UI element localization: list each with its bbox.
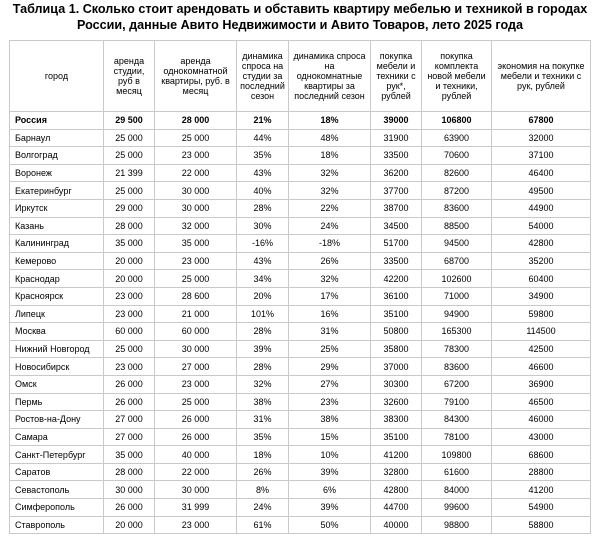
cell-studio-rent: 26 000 (104, 375, 155, 393)
cell-new-furniture: 87200 (422, 182, 492, 200)
cell-new-furniture: 84000 (422, 481, 492, 499)
cell-savings: 41200 (492, 481, 591, 499)
cell-savings: 54000 (492, 217, 591, 235)
cell-new-furniture: 82600 (422, 164, 492, 182)
cell-savings: 54900 (492, 499, 591, 517)
cell-city: Москва (10, 323, 104, 341)
cell-city: Севастополь (10, 481, 104, 499)
cell-one-room-demand: -18% (289, 235, 371, 253)
cell-one-room-rent: 40 000 (155, 446, 237, 464)
header-studio-demand: динамика спроса на студии за последний сезон (237, 41, 289, 112)
cell-one-room-rent: 26 000 (155, 411, 237, 429)
cell-used-furniture: 51700 (371, 235, 422, 253)
cell-city: Иркутск (10, 199, 104, 217)
cell-used-furniture: 39000 (371, 112, 422, 130)
cell-studio-demand: 43% (237, 252, 289, 270)
cell-one-room-demand: 24% (289, 217, 371, 235)
cell-new-furniture: 70600 (422, 147, 492, 165)
cell-one-room-demand: 22% (289, 199, 371, 217)
table-row (10, 393, 591, 411)
cell-one-room-demand: 27% (289, 375, 371, 393)
cell-studio-demand: 39% (237, 340, 289, 358)
cell-studio-rent: 35 000 (104, 446, 155, 464)
cell-studio-demand: 61% (237, 516, 289, 534)
table-row (10, 270, 591, 288)
cell-new-furniture: 84300 (422, 411, 492, 429)
cell-savings: 46400 (492, 164, 591, 182)
cell-city: Россия (10, 112, 104, 130)
cell-one-room-rent: 23 000 (155, 375, 237, 393)
cell-studio-demand: 8% (237, 481, 289, 499)
cell-new-furniture: 71000 (422, 287, 492, 305)
cell-city: Симферополь (10, 499, 104, 517)
cell-studio-rent: 21 399 (104, 164, 155, 182)
table-row (10, 411, 591, 429)
cell-used-furniture: 35100 (371, 305, 422, 323)
table-row (10, 112, 591, 130)
cell-one-room-rent: 30 000 (155, 182, 237, 200)
table-row (10, 182, 591, 200)
cell-savings: 49500 (492, 182, 591, 200)
cell-one-room-rent: 30 000 (155, 481, 237, 499)
cell-studio-rent: 25 000 (104, 182, 155, 200)
cell-city: Ростов-на-Дону (10, 411, 104, 429)
cell-studio-rent: 25 000 (104, 147, 155, 165)
cell-one-room-rent: 60 000 (155, 323, 237, 341)
cell-studio-demand: 30% (237, 217, 289, 235)
cell-one-room-rent: 35 000 (155, 235, 237, 253)
cell-used-furniture: 30300 (371, 375, 422, 393)
cell-studio-rent: 30 000 (104, 481, 155, 499)
cell-used-furniture: 38700 (371, 199, 422, 217)
cell-studio-demand: 24% (237, 499, 289, 517)
cell-one-room-demand: 29% (289, 358, 371, 376)
header-savings: экономия на покупке мебели и техники с рук, рублей (492, 41, 591, 112)
header-new-furniture: покупка комплекта новой мебели и техники, рублей (422, 41, 492, 112)
cell-studio-rent: 60 000 (104, 323, 155, 341)
table-row (10, 428, 591, 446)
cell-new-furniture: 109800 (422, 446, 492, 464)
cell-one-room-demand: 39% (289, 463, 371, 481)
cell-studio-rent: 29 000 (104, 199, 155, 217)
cell-studio-demand: 35% (237, 428, 289, 446)
cell-city: Казань (10, 217, 104, 235)
cell-studio-rent: 27 000 (104, 411, 155, 429)
cell-savings: 36900 (492, 375, 591, 393)
cell-studio-demand: 101% (237, 305, 289, 323)
table-row (10, 217, 591, 235)
cell-studio-rent: 25 000 (104, 340, 155, 358)
cell-studio-rent: 23 000 (104, 287, 155, 305)
cell-studio-rent: 25 000 (104, 129, 155, 147)
table-row (10, 287, 591, 305)
cell-new-furniture: 99600 (422, 499, 492, 517)
cell-new-furniture: 102600 (422, 270, 492, 288)
cell-studio-rent: 28 000 (104, 463, 155, 481)
cell-savings: 32000 (492, 129, 591, 147)
cell-studio-demand: 26% (237, 463, 289, 481)
table-row (10, 463, 591, 481)
cell-studio-demand: 40% (237, 182, 289, 200)
cell-city: Новосибирск (10, 358, 104, 376)
cell-used-furniture: 33500 (371, 252, 422, 270)
cell-new-furniture: 61600 (422, 463, 492, 481)
cell-one-room-demand: 18% (289, 112, 371, 130)
cell-used-furniture: 33500 (371, 147, 422, 165)
data-table (9, 40, 591, 534)
cell-one-room-rent: 30 000 (155, 340, 237, 358)
table-row (10, 340, 591, 358)
cell-studio-demand: 34% (237, 270, 289, 288)
cell-one-room-demand: 32% (289, 270, 371, 288)
cell-studio-demand: 31% (237, 411, 289, 429)
cell-one-room-rent: 23 000 (155, 252, 237, 270)
cell-one-room-demand: 32% (289, 182, 371, 200)
cell-used-furniture: 32600 (371, 393, 422, 411)
header-row (10, 41, 591, 112)
cell-studio-rent: 20 000 (104, 516, 155, 534)
table-row (10, 129, 591, 147)
table-row (10, 358, 591, 376)
cell-new-furniture: 94900 (422, 305, 492, 323)
cell-studio-rent: 23 000 (104, 305, 155, 323)
cell-one-room-rent: 26 000 (155, 428, 237, 446)
cell-savings: 58800 (492, 516, 591, 534)
cell-city: Барнаул (10, 129, 104, 147)
cell-used-furniture: 44700 (371, 499, 422, 517)
cell-studio-rent: 26 000 (104, 393, 155, 411)
header-one-room-demand: динамика спроса на однокомнатные квартиры за последний сезон (289, 41, 371, 112)
cell-one-room-rent: 30 000 (155, 199, 237, 217)
cell-city: Красноярск (10, 287, 104, 305)
cell-one-room-rent: 27 000 (155, 358, 237, 376)
cell-one-room-demand: 50% (289, 516, 371, 534)
cell-one-room-rent: 23 000 (155, 147, 237, 165)
cell-savings: 46000 (492, 411, 591, 429)
cell-used-furniture: 32800 (371, 463, 422, 481)
cell-savings: 46500 (492, 393, 591, 411)
cell-city: Самара (10, 428, 104, 446)
cell-one-room-rent: 28 000 (155, 112, 237, 130)
cell-one-room-demand: 10% (289, 446, 371, 464)
cell-city: Саратов (10, 463, 104, 481)
cell-used-furniture: 40000 (371, 516, 422, 534)
cell-studio-rent: 23 000 (104, 358, 155, 376)
cell-new-furniture: 165300 (422, 323, 492, 341)
title-line-1: Таблица 1. Сколько стоит арендовать и обставить квартиру мебелью и техникой в городах (12, 2, 588, 16)
cell-one-room-demand: 15% (289, 428, 371, 446)
cell-savings: 34900 (492, 287, 591, 305)
cell-used-furniture: 42800 (371, 481, 422, 499)
cell-new-furniture: 88500 (422, 217, 492, 235)
cell-studio-rent: 35 000 (104, 235, 155, 253)
cell-one-room-rent: 23 000 (155, 516, 237, 534)
cell-savings: 28800 (492, 463, 591, 481)
cell-used-furniture: 35100 (371, 428, 422, 446)
cell-new-furniture: 78300 (422, 340, 492, 358)
cell-studio-demand: 44% (237, 129, 289, 147)
cell-one-room-demand: 23% (289, 393, 371, 411)
cell-one-room-demand: 39% (289, 499, 371, 517)
cell-used-furniture: 35800 (371, 340, 422, 358)
cell-used-furniture: 42200 (371, 270, 422, 288)
cell-city: Екатеринбург (10, 182, 104, 200)
cell-savings: 68600 (492, 446, 591, 464)
cell-studio-demand: 38% (237, 393, 289, 411)
cell-city: Волгоград (10, 147, 104, 165)
cell-used-furniture: 38300 (371, 411, 422, 429)
title-line-2: России, данные Авито Недвижимости и Авито Товаров, лето 2025 года (77, 18, 523, 32)
cell-used-furniture: 34500 (371, 217, 422, 235)
cell-one-room-demand: 38% (289, 411, 371, 429)
cell-used-furniture: 36200 (371, 164, 422, 182)
cell-new-furniture: 83600 (422, 358, 492, 376)
cell-one-room-rent: 32 000 (155, 217, 237, 235)
cell-city: Санкт-Петербург (10, 446, 104, 464)
cell-one-room-demand: 32% (289, 164, 371, 182)
cell-city: Липецк (10, 305, 104, 323)
cell-one-room-demand: 31% (289, 323, 371, 341)
header-city: город (10, 41, 104, 112)
cell-city: Нижний Новгород (10, 340, 104, 358)
cell-one-room-rent: 25 000 (155, 393, 237, 411)
table-row (10, 446, 591, 464)
cell-one-room-rent: 25 000 (155, 129, 237, 147)
cell-used-furniture: 50800 (371, 323, 422, 341)
cell-studio-demand: 28% (237, 199, 289, 217)
cell-new-furniture: 94500 (422, 235, 492, 253)
cell-studio-demand: 20% (237, 287, 289, 305)
cell-savings: 67800 (492, 112, 591, 130)
cell-studio-demand: 18% (237, 446, 289, 464)
cell-savings: 35200 (492, 252, 591, 270)
cell-one-room-demand: 17% (289, 287, 371, 305)
cell-new-furniture: 67200 (422, 375, 492, 393)
cell-new-furniture: 68700 (422, 252, 492, 270)
header-used-furniture: покупка мебели и техники с рук*, рублей (371, 41, 422, 112)
cell-used-furniture: 36100 (371, 287, 422, 305)
cell-studio-demand: 21% (237, 112, 289, 130)
cell-savings: 42500 (492, 340, 591, 358)
cell-one-room-rent: 28 600 (155, 287, 237, 305)
table-row (10, 147, 591, 165)
table-row (10, 164, 591, 182)
cell-savings: 43000 (492, 428, 591, 446)
cell-new-furniture: 79100 (422, 393, 492, 411)
cell-city: Калининград (10, 235, 104, 253)
cell-used-furniture: 37000 (371, 358, 422, 376)
cell-used-furniture: 31900 (371, 129, 422, 147)
cell-city: Краснодар (10, 270, 104, 288)
cell-studio-demand: 28% (237, 323, 289, 341)
table-row (10, 375, 591, 393)
cell-studio-demand: -16% (237, 235, 289, 253)
cell-used-furniture: 37700 (371, 182, 422, 200)
table-row (10, 499, 591, 517)
cell-city: Пермь (10, 393, 104, 411)
cell-studio-rent: 20 000 (104, 252, 155, 270)
table-body (10, 112, 591, 534)
cell-one-room-demand: 26% (289, 252, 371, 270)
header-studio-rent: аренда студии, руб в месяц (104, 41, 155, 112)
cell-one-room-rent: 22 000 (155, 463, 237, 481)
cell-studio-demand: 43% (237, 164, 289, 182)
cell-savings: 46600 (492, 358, 591, 376)
cell-savings: 44900 (492, 199, 591, 217)
cell-studio-demand: 32% (237, 375, 289, 393)
cell-studio-rent: 27 000 (104, 428, 155, 446)
cell-savings: 114500 (492, 323, 591, 341)
cell-new-furniture: 78100 (422, 428, 492, 446)
cell-savings: 42800 (492, 235, 591, 253)
cell-studio-rent: 26 000 (104, 499, 155, 517)
cell-savings: 37100 (492, 147, 591, 165)
cell-new-furniture: 83600 (422, 199, 492, 217)
header-one-room-rent: аренда однокомнатной квартиры, руб. в месяц (155, 41, 237, 112)
cell-one-room-demand: 6% (289, 481, 371, 499)
cell-used-furniture: 41200 (371, 446, 422, 464)
data-table-container (9, 40, 591, 534)
cell-one-room-demand: 16% (289, 305, 371, 323)
table-row (10, 481, 591, 499)
table-row (10, 516, 591, 534)
cell-savings: 60400 (492, 270, 591, 288)
cell-new-furniture: 98800 (422, 516, 492, 534)
cell-studio-demand: 28% (237, 358, 289, 376)
table-row (10, 252, 591, 270)
cell-studio-rent: 28 000 (104, 217, 155, 235)
cell-studio-rent: 20 000 (104, 270, 155, 288)
table-row (10, 323, 591, 341)
cell-studio-demand: 35% (237, 147, 289, 165)
cell-studio-rent: 29 500 (104, 112, 155, 130)
cell-one-room-rent: 21 000 (155, 305, 237, 323)
cell-city: Кемерово (10, 252, 104, 270)
cell-new-furniture: 106800 (422, 112, 492, 130)
cell-city: Омск (10, 375, 104, 393)
cell-one-room-rent: 31 999 (155, 499, 237, 517)
table-title (0, 1, 600, 33)
cell-city: Ставрополь (10, 516, 104, 534)
table-row (10, 305, 591, 323)
table-row (10, 235, 591, 253)
cell-new-furniture: 63900 (422, 129, 492, 147)
cell-one-room-demand: 18% (289, 147, 371, 165)
cell-one-room-demand: 48% (289, 129, 371, 147)
cell-one-room-demand: 25% (289, 340, 371, 358)
cell-one-room-rent: 25 000 (155, 270, 237, 288)
cell-savings: 59800 (492, 305, 591, 323)
cell-city: Воронеж (10, 164, 104, 182)
cell-one-room-rent: 22 000 (155, 164, 237, 182)
table-row (10, 199, 591, 217)
